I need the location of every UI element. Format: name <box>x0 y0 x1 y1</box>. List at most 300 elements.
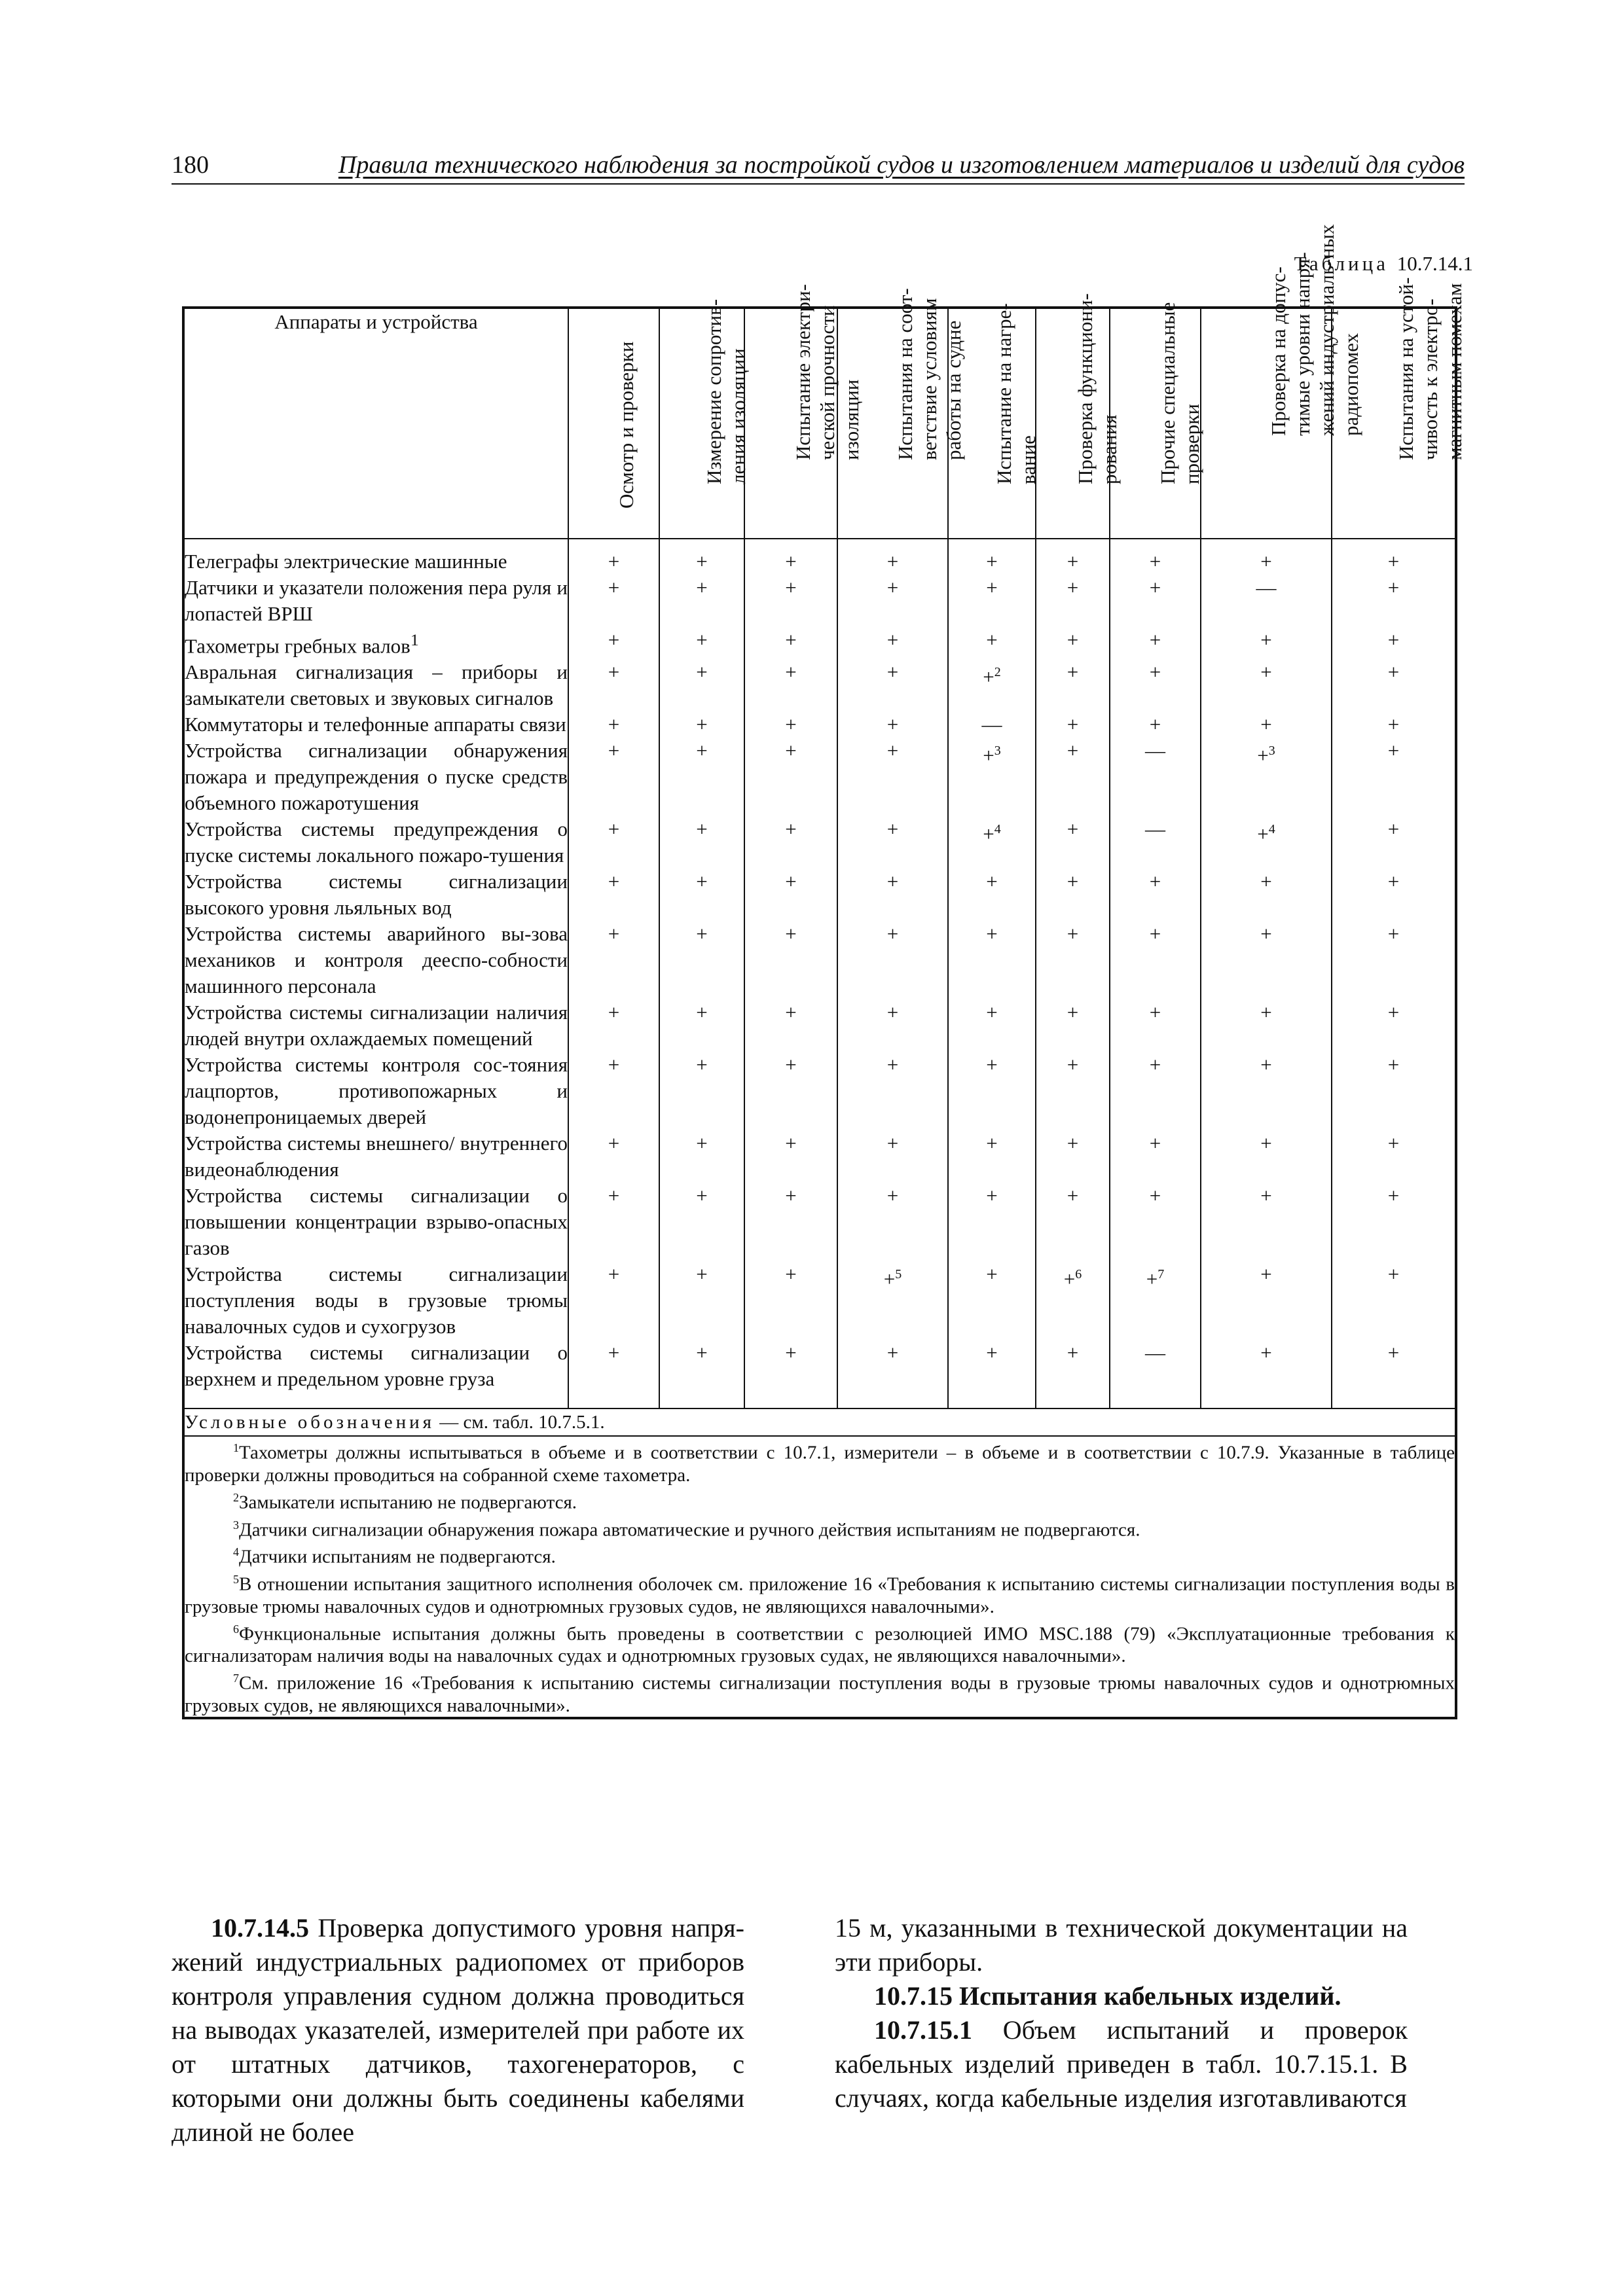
test-cell <box>1110 711 1201 738</box>
table-body <box>183 539 1456 1408</box>
right-column <box>835 1911 1408 2115</box>
paragraph-number: 10.7.14.5 <box>211 1913 309 1943</box>
cell-value: + <box>986 550 998 573</box>
cell-value: + <box>886 1132 899 1155</box>
cell-value: + <box>983 744 994 767</box>
cell-value: + <box>1260 660 1272 684</box>
device-name <box>183 1052 568 1130</box>
cell-value: + <box>696 1132 708 1155</box>
test-cell <box>1332 627 1456 659</box>
test-cell <box>1201 711 1332 738</box>
column-header-text: Испытания на соот-ветствие условиям работы на судне <box>893 288 965 460</box>
test-cell <box>659 575 744 627</box>
cell-value: + <box>886 1001 899 1024</box>
table-row <box>183 627 1456 659</box>
test-cell <box>1036 921 1110 999</box>
test-cell <box>837 711 948 738</box>
test-cell <box>837 1261 948 1340</box>
column-header-3 <box>744 284 863 539</box>
cell-value: + <box>1067 576 1079 599</box>
cell-value: — <box>1256 576 1277 599</box>
test-cell <box>568 1340 659 1408</box>
test-cell <box>1332 1261 1456 1340</box>
test-cell <box>1036 1183 1110 1261</box>
test-cell <box>744 1261 837 1340</box>
cell-value: + <box>696 628 708 651</box>
cell-value: + <box>1067 1341 1079 1365</box>
test-cell <box>744 921 837 999</box>
column-header-4 <box>837 288 965 539</box>
test-cell <box>744 711 837 738</box>
cell-value: + <box>886 922 899 946</box>
test-cell <box>1036 1261 1110 1340</box>
cell-value: + <box>608 660 620 684</box>
left-column <box>172 1911 744 2149</box>
test-cell <box>1036 999 1110 1052</box>
test-cell <box>1332 1052 1456 1130</box>
cell-value: + <box>883 1267 896 1291</box>
test-cell <box>1201 575 1332 627</box>
test-cell <box>1201 1261 1332 1340</box>
cell-value: + <box>1387 713 1400 736</box>
test-cell <box>837 539 948 575</box>
table-row <box>183 1261 1456 1340</box>
device-name <box>183 921 568 999</box>
cell-value: + <box>1387 550 1400 573</box>
cell-value: + <box>1387 1184 1400 1208</box>
column-header-text: Испытания на устой-чивость к электро-магнитным помехам <box>1394 277 1466 460</box>
footnote-number: 4 <box>233 1545 239 1559</box>
table-row <box>183 575 1456 627</box>
cell-value: + <box>696 1341 708 1365</box>
device-name <box>183 1261 568 1340</box>
test-cell <box>744 816 837 869</box>
test-cell <box>1036 659 1110 711</box>
cell-value: + <box>1387 1001 1400 1024</box>
test-cell <box>659 659 744 711</box>
test-cell <box>568 869 659 921</box>
table-row <box>183 738 1456 816</box>
cell-value: + <box>785 1184 797 1208</box>
test-cell <box>1036 1130 1110 1183</box>
table-row <box>183 1183 1456 1261</box>
cell-value: + <box>1067 660 1079 684</box>
cell-value: + <box>696 817 708 841</box>
test-cell <box>948 659 1036 711</box>
cell-value: + <box>608 870 620 893</box>
table-row <box>183 869 1456 921</box>
cell-value: — <box>981 713 1002 736</box>
test-cell <box>659 1340 744 1408</box>
test-cell <box>1332 1183 1456 1261</box>
cell-value: + <box>608 1341 620 1365</box>
cell-value: + <box>1067 1184 1079 1208</box>
device-name-text: Устройства системы аварийного вы-зова механиков и контроля дееспо-собности машинного персонала <box>185 922 568 998</box>
device-name-text: Устройства системы сигнализации поступления воды в грузовые трюмы навалочных судов и сухогрузов <box>185 1263 568 1338</box>
test-cell <box>659 1261 744 1340</box>
paragraph-10-7-14-5 <box>172 1911 744 2149</box>
cell-value: + <box>1149 1132 1161 1155</box>
paragraph-continuation: 15 м, указанными в технической документации на эти приборы. <box>835 1913 1408 1977</box>
cell-value: + <box>986 1132 998 1155</box>
footnote-number: 2 <box>233 1490 239 1504</box>
cell-value: + <box>608 1184 620 1208</box>
device-name <box>183 816 568 869</box>
test-cell <box>1110 1130 1201 1183</box>
cell-value: + <box>1387 1341 1400 1365</box>
device-name <box>183 539 568 575</box>
test-cell <box>744 869 837 921</box>
table-row <box>183 816 1456 869</box>
legend-text: — см. табл. 10.7.5.1. <box>435 1412 605 1433</box>
cell-value: + <box>986 576 998 599</box>
section-heading-10-7-15: 10.7.15 Испытания кабельных изделий. <box>874 1981 1341 2011</box>
test-cell <box>1110 1183 1201 1261</box>
cell-value: + <box>696 660 708 684</box>
column-header-2 <box>659 298 750 539</box>
cell-value: + <box>1067 870 1079 893</box>
test-cell <box>1201 1340 1332 1408</box>
cell-value: + <box>1260 1341 1272 1365</box>
footnote-number: 1 <box>233 1441 239 1455</box>
paragraph-number: 10.7.15.1 <box>874 2015 972 2045</box>
test-cell <box>1110 575 1201 627</box>
table-row <box>183 1130 1456 1183</box>
test-cell <box>1110 627 1201 659</box>
cell-value: + <box>1149 576 1161 599</box>
cell-value: + <box>1149 1184 1161 1208</box>
table-row <box>183 999 1456 1052</box>
test-cell <box>837 999 948 1052</box>
test-cell <box>1332 816 1456 869</box>
cell-value: + <box>1146 1267 1158 1291</box>
cell-value: + <box>1067 1053 1079 1077</box>
footnote <box>185 1667 1455 1717</box>
device-name-text: Авральная сигнализация – приборы и замыкатели световых и звуковых сигналов <box>185 660 568 710</box>
cell-value: + <box>886 628 899 651</box>
cell-value: + <box>1387 1263 1400 1286</box>
test-cell <box>948 1340 1036 1408</box>
footnote-text: См. приложение 16 «Требования к испытанию системы сигнализации поступления воды в грузовые трюмы навалочных судов и однотрюмных грузовых судов, не являющихся навалочными». <box>185 1672 1455 1716</box>
cell-value: + <box>608 1132 620 1155</box>
column-header-text: Проверка на допус-тимые уровни напря-жений индустриаль-ных радиопомех <box>1267 224 1362 436</box>
test-cell <box>568 539 659 575</box>
test-cell <box>837 1052 948 1130</box>
footnote <box>185 1437 1455 1486</box>
test-cell <box>837 738 948 816</box>
test-cell <box>568 1261 659 1340</box>
test-cell <box>948 816 1036 869</box>
test-cell <box>1332 869 1456 921</box>
test-cell <box>837 1183 948 1261</box>
cell-value: + <box>696 713 708 736</box>
cell-value: + <box>696 870 708 893</box>
test-cell <box>744 1130 837 1183</box>
footnote-ref: 3 <box>994 744 1001 759</box>
cell-value: + <box>886 713 899 736</box>
cell-value: + <box>1149 870 1161 893</box>
cell-value: — <box>1145 739 1165 762</box>
device-name <box>183 711 568 738</box>
cell-value: + <box>1260 922 1272 946</box>
cell-value: + <box>1067 713 1079 736</box>
test-cell <box>948 627 1036 659</box>
test-cell <box>1332 1340 1456 1408</box>
table-caption-number: 10.7.14.1 <box>1396 252 1473 275</box>
test-cell <box>1201 1052 1332 1130</box>
cell-value: + <box>785 1341 797 1365</box>
column-header-text: Испытание на нагре-вание <box>993 303 1040 484</box>
footnote-text: В отношении испытания защитного исполнения оболочек см. приложение 16 «Требования к испытанию системы сигнализации поступления воды в грузовые трюмы навалочных судов и однотрюмных грузовых судов, не являющихся навалочными». <box>185 1573 1455 1617</box>
test-cell <box>1036 711 1110 738</box>
device-name-text: Устройства системы сигнализации наличия людей внутри охлаждаемых помещений <box>185 1001 568 1050</box>
test-cell <box>837 575 948 627</box>
cell-value: + <box>986 870 998 893</box>
cell-value: + <box>1063 1267 1076 1291</box>
test-cell <box>837 816 948 869</box>
cell-value: + <box>1260 550 1272 573</box>
test-cell <box>659 1183 744 1261</box>
device-name-text: Телеграфы электрические машинные <box>185 550 507 573</box>
cell-value: + <box>1260 1184 1272 1208</box>
test-cell <box>837 627 948 659</box>
footnote-ref: 3 <box>1268 744 1275 759</box>
test-cell <box>568 659 659 711</box>
cell-value: + <box>785 1001 797 1024</box>
cell-value: + <box>785 870 797 893</box>
cell-value: + <box>1067 922 1079 946</box>
cell-value: + <box>1067 550 1079 573</box>
footnote-ref: 7 <box>1158 1267 1165 1282</box>
cell-value: + <box>785 628 797 651</box>
test-cell <box>1036 869 1110 921</box>
cell-value: + <box>983 665 994 689</box>
column-header-text: Измерение сопротив-ления изоляции <box>702 298 750 484</box>
cell-value: + <box>1387 817 1400 841</box>
footnote-ref: 6 <box>1075 1267 1082 1282</box>
header-rule <box>172 183 1465 185</box>
test-cell <box>744 1340 837 1408</box>
cell-value: + <box>696 550 708 573</box>
test-cell <box>568 738 659 816</box>
cell-value: + <box>986 1053 998 1077</box>
legend-label: Условные обозначения <box>185 1412 435 1433</box>
test-cell <box>568 921 659 999</box>
test-cell <box>659 711 744 738</box>
column-header-devices: Аппараты и устройства <box>183 308 568 539</box>
footnote-number: 6 <box>233 1622 239 1636</box>
cell-value: + <box>1149 922 1161 946</box>
footnote-ref: 5 <box>895 1267 902 1282</box>
cell-value: + <box>1260 1053 1272 1077</box>
table-caption-label: Таблица <box>1294 252 1389 275</box>
footnote-ref: 4 <box>994 822 1001 837</box>
cell-value: + <box>886 1184 899 1208</box>
footnote <box>185 1618 1455 1668</box>
test-cell <box>1036 1052 1110 1130</box>
column-header-text: Проверка функциони-рования <box>1073 293 1121 484</box>
device-name <box>183 999 568 1052</box>
column-header-1 <box>568 308 659 539</box>
test-cell <box>837 659 948 711</box>
test-cell <box>948 738 1036 816</box>
footnote-text: Тахометры должны испытываться в объеме и в соответствии с 10.7.1, измерители – в объеме и в соответствии с 10.7.9. Указанные в таблице проверки должны проводиться на собранной схеме тахометра. <box>185 1442 1455 1486</box>
cell-value: + <box>886 1053 899 1077</box>
device-name <box>183 738 568 816</box>
footnote-text: Функциональные испытания должны быть проведены в соответствии с резолюцией ИМО MSC.188 (79) «Эксплуатационные требования к сигнализаторам наличия воды на навалочных судах и однотрюмных грузовых судах, не являющихся навалочными». <box>185 1623 1455 1667</box>
cell-value: + <box>1149 660 1161 684</box>
cell-value: + <box>886 576 899 599</box>
footnote <box>185 1568 1455 1618</box>
column-header-6 <box>1036 293 1121 539</box>
device-name-text: Тахометры гребных валов <box>185 634 410 658</box>
test-cell <box>948 1052 1036 1130</box>
cell-value: + <box>608 1263 620 1286</box>
test-cell <box>1332 575 1456 627</box>
cell-value: + <box>1149 628 1161 651</box>
cell-value: + <box>886 739 899 762</box>
paragraph-10-7-15-1 <box>835 2013 1408 2115</box>
column-header-5 <box>948 303 1040 539</box>
cell-value: + <box>1149 713 1161 736</box>
test-cell <box>1036 816 1110 869</box>
test-cell <box>1332 711 1456 738</box>
test-cell <box>948 1261 1036 1340</box>
test-cell <box>659 539 744 575</box>
test-cell <box>1201 1130 1332 1183</box>
test-cell <box>659 1052 744 1130</box>
test-cell <box>948 539 1036 575</box>
test-cell <box>568 711 659 738</box>
cell-value: + <box>785 713 797 736</box>
test-cell <box>1201 1183 1332 1261</box>
test-cell <box>1110 1340 1201 1408</box>
cell-value: + <box>1257 744 1269 767</box>
test-cell <box>1036 1340 1110 1408</box>
test-cell <box>1110 659 1201 711</box>
column-header-9 <box>1332 277 1466 539</box>
cell-value: + <box>1149 550 1161 573</box>
table-row <box>183 539 1456 575</box>
cell-value: + <box>1387 1053 1400 1077</box>
cell-value: + <box>1387 1132 1400 1155</box>
device-name-text: Датчики и указатели положения пера руля и лопастей ВРШ <box>185 576 568 625</box>
legend <box>183 1408 1456 1436</box>
cell-value: + <box>986 922 998 946</box>
cell-value: + <box>696 1184 708 1208</box>
table-foot <box>183 1408 1456 1718</box>
test-cell <box>659 999 744 1052</box>
cell-value: + <box>886 660 899 684</box>
test-cell <box>744 575 837 627</box>
paragraph-text: Проверка допустимого уровня напря-жений индустриальных радиопомех от приборов контроля управления судном должна проводиться на выводах указателей, измерителей при работе их от штатных датчиков, тахогенераторов, с которыми они должны быть соединены кабелями длиной не более <box>172 1913 744 2147</box>
cell-value: + <box>696 576 708 599</box>
cell-value: — <box>1145 1341 1165 1365</box>
device-name <box>183 1183 568 1261</box>
test-cell <box>837 1340 948 1408</box>
cell-value: + <box>1260 713 1272 736</box>
test-cell <box>1110 999 1201 1052</box>
test-cell <box>744 539 837 575</box>
cell-value: + <box>886 870 899 893</box>
cell-value: + <box>785 550 797 573</box>
test-cell <box>744 999 837 1052</box>
test-cell <box>948 1183 1036 1261</box>
test-cell <box>568 999 659 1052</box>
test-cell <box>1110 1052 1201 1130</box>
cell-value: + <box>1260 1132 1272 1155</box>
test-cell <box>659 627 744 659</box>
test-cell <box>568 1052 659 1130</box>
cell-value: + <box>785 922 797 946</box>
cell-value: + <box>986 1184 998 1208</box>
test-cell <box>659 816 744 869</box>
test-cell <box>1110 816 1201 869</box>
device-name <box>183 869 568 921</box>
column-header-text: Осмотр и проверки <box>614 341 638 509</box>
device-name <box>183 659 568 711</box>
cell-value: + <box>1067 628 1079 651</box>
cell-value: + <box>1067 817 1079 841</box>
cell-value: + <box>1067 1132 1079 1155</box>
cell-value: + <box>608 1001 620 1024</box>
footnote <box>185 1514 1455 1541</box>
test-cell <box>1332 738 1456 816</box>
test-cell <box>1201 539 1332 575</box>
cell-value: + <box>1260 870 1272 893</box>
paragraph-text: Объем испытаний и проверок кабельных изделий приведен в табл. 10.7.15.1. В случаях, когда кабельные изделия изготавливаются <box>835 2015 1408 2113</box>
cell-value: + <box>886 817 899 841</box>
test-cell <box>568 575 659 627</box>
test-cell <box>1332 659 1456 711</box>
device-name-text: Устройства системы внешнего/ внутреннего видеонаблюдения <box>185 1132 568 1181</box>
test-cell <box>1201 738 1332 816</box>
cell-value: + <box>983 822 994 846</box>
column-header-text: Прочие специальные проверки <box>1156 302 1203 484</box>
column-header-7 <box>1110 302 1203 539</box>
cell-value: + <box>608 576 620 599</box>
cell-value: + <box>785 576 797 599</box>
test-cell <box>659 1130 744 1183</box>
cell-value: + <box>608 628 620 651</box>
cell-value: + <box>785 660 797 684</box>
test-cell <box>1201 627 1332 659</box>
device-name <box>183 1130 568 1183</box>
cell-value: + <box>696 739 708 762</box>
test-cell <box>744 627 837 659</box>
cell-value: + <box>696 922 708 946</box>
device-name-text: Коммутаторы и телефонные аппараты связи <box>185 713 566 736</box>
test-cell <box>1201 869 1332 921</box>
cell-value: + <box>608 817 620 841</box>
table-row <box>183 921 1456 999</box>
cell-value: + <box>986 1263 998 1286</box>
test-cell <box>1036 627 1110 659</box>
cell-value: + <box>986 628 998 651</box>
footnote-number: 5 <box>233 1572 239 1586</box>
test-cell <box>1036 575 1110 627</box>
cell-value: + <box>1260 1263 1272 1286</box>
cell-value: + <box>1387 739 1400 762</box>
footnotes <box>183 1436 1456 1718</box>
device-name-text: Устройства системы сигнализации о повышении концентрации взрыво-опасных газов <box>185 1184 568 1260</box>
cell-value: + <box>1260 1001 1272 1024</box>
cell-value: + <box>696 1001 708 1024</box>
test-cell <box>568 816 659 869</box>
cell-value: + <box>886 550 899 573</box>
test-cell <box>1332 1130 1456 1183</box>
test-cell <box>659 738 744 816</box>
